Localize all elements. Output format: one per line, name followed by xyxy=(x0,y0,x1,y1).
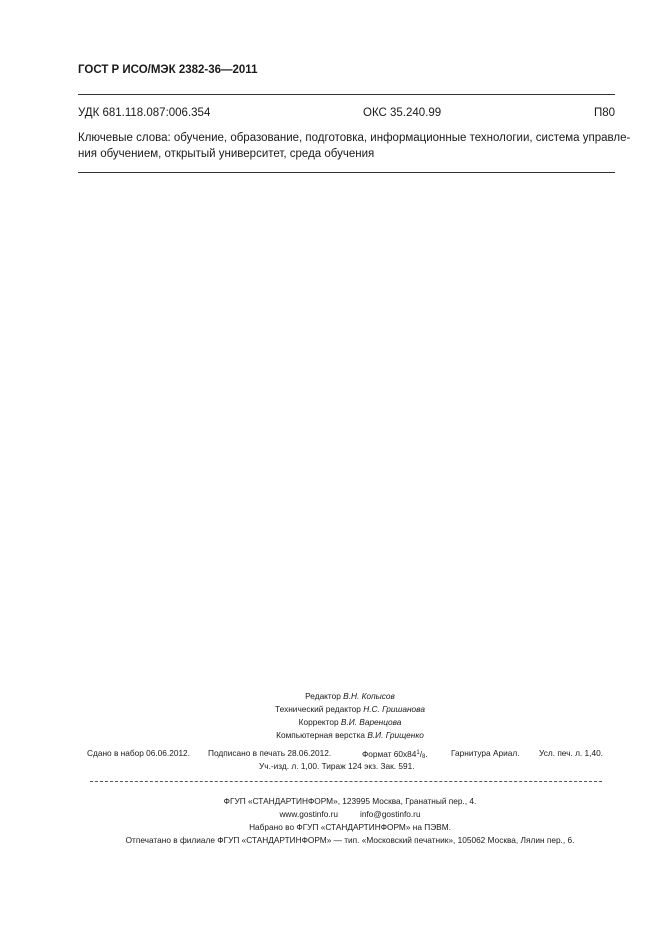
typeface: Гарнитура Ариал. xyxy=(451,748,520,758)
dashed-divider xyxy=(90,781,602,782)
layout-label: Компьютерная верстка xyxy=(276,730,365,740)
oks-code: ОКС 35.240.99 xyxy=(363,107,442,119)
standard-title: ГОСТ Р ИСО/МЭК 2382-36—2011 xyxy=(78,64,258,76)
publication-details: Уч.-изд. л. 1,00. Тираж 124 экз. Зак. 591. xyxy=(259,761,415,771)
category-code: П80 xyxy=(593,107,615,119)
layout-name: В.И. Грищенко xyxy=(367,730,424,740)
layout-credit xyxy=(200,729,500,742)
corrector-credit xyxy=(200,716,500,729)
corrector-label: Корректор xyxy=(298,717,339,727)
printed-note: Отпечатано в филиале ФГУП «СТАНДАРТИНФОРМ» — тип. «Московский печатник», 105062 Москва, Лялин пер., 6. xyxy=(125,835,575,845)
publisher-contacts xyxy=(100,808,600,821)
submitted-date: Сдано в набор 06.06.2012. xyxy=(87,748,190,758)
credits-block xyxy=(200,690,500,742)
tech-editor-label: Технический редактор xyxy=(275,704,361,714)
divider-top xyxy=(78,94,615,95)
keywords-line-2: ния обучением, открытый университет, среда обучения xyxy=(78,148,375,160)
editor-credit xyxy=(200,690,500,703)
udk-code: УДК 681.118.087:006.354 xyxy=(78,107,211,119)
format-denominator: 8 xyxy=(422,754,426,760)
editor-name: В.Н. Копысов xyxy=(343,691,395,701)
paper-format: Формат $60x84^1/_8$. xyxy=(362,749,428,760)
print-sheets: Усл. печ. л. 1,40. xyxy=(539,748,603,758)
publisher-block xyxy=(100,795,600,847)
typeset-note: Набрано во ФГУП «СТАНДАРТИНФОРМ» на ПЭВМ. xyxy=(249,822,451,832)
format-suffix: . xyxy=(425,749,428,759)
format-prefix: Формат 60x84 xyxy=(362,749,417,759)
corrector-name: В.И. Варенцова xyxy=(340,717,402,727)
tech-editor-credit xyxy=(200,703,500,716)
publisher-email[interactable]: info@gostinfo.ru xyxy=(360,809,421,819)
publisher-website[interactable]: www.gostinfo.ru xyxy=(279,809,339,819)
keywords-block xyxy=(78,130,631,162)
divider-bottom xyxy=(78,172,615,173)
signed-date: Подписано в печать 28.06.2012. xyxy=(208,748,332,758)
publisher-address: ФГУП «СТАНДАРТИНФОРМ», 123995 Москва, Гранатный пер., 4. xyxy=(223,796,477,806)
tech-editor-name: Н.С. Гришанова xyxy=(363,704,425,714)
editor-label: Редактор xyxy=(305,691,341,701)
keywords-line-1: Ключевые слова: обучение, образование, подготовка, информационные технологии, система управле- xyxy=(78,132,631,144)
format-numerator: 1 xyxy=(416,750,420,756)
